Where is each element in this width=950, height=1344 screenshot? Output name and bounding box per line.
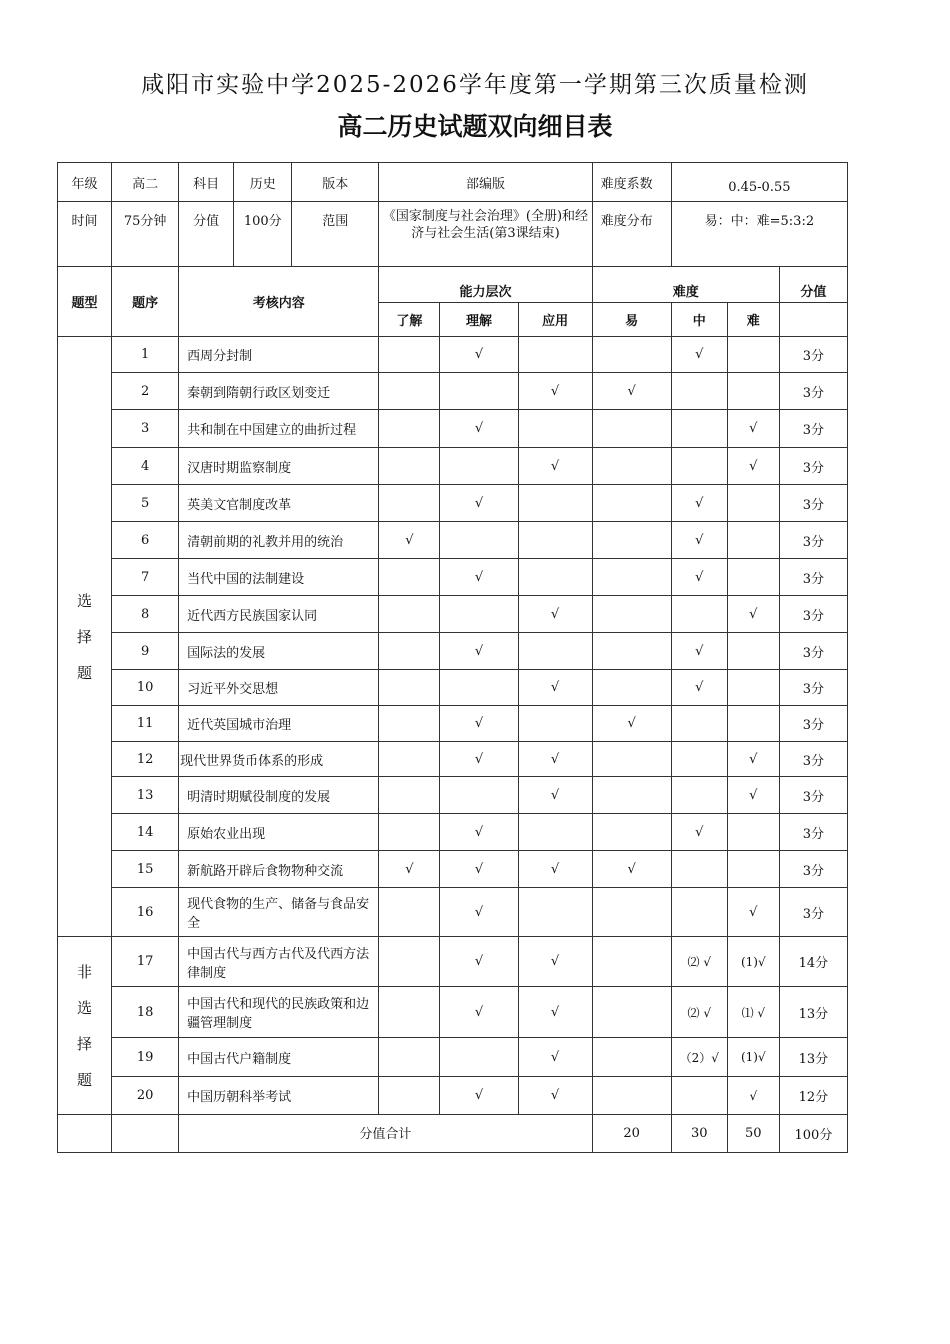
edition-value: 部编版 [379, 163, 592, 202]
scope-label: 范围 [292, 202, 379, 267]
check-a2: √ [440, 814, 518, 851]
section-choice [58, 337, 112, 937]
question-number: 12 [112, 742, 179, 777]
question-score: 3分 [779, 522, 847, 559]
check-a2: √ [440, 851, 518, 888]
header-d3: 难 [727, 303, 779, 337]
dist-label: 难度分布 [592, 202, 671, 267]
check-d2: √ [671, 633, 727, 670]
question-number: 10 [112, 670, 179, 706]
check-a3 [518, 410, 592, 448]
question-number: 11 [112, 706, 179, 742]
check-a2: √ [440, 633, 518, 670]
check-d2: ⑵ √ [671, 987, 727, 1038]
check-a1 [379, 937, 440, 987]
check-d3: (1)√ [727, 1038, 779, 1077]
question-content: 清朝前期的礼教并用的统治 [179, 522, 379, 559]
check-d3 [727, 851, 779, 888]
check-d1 [592, 987, 671, 1038]
question-content: 英美文官制度改革 [179, 485, 379, 522]
scope-value: 《国家制度与社会治理》(全册)和经济与社会生活(第3课结束) [379, 202, 592, 267]
check-d3 [727, 337, 779, 373]
check-a2: √ [440, 987, 518, 1038]
total-d1: 20 [592, 1115, 671, 1153]
question-score: 3分 [779, 373, 847, 410]
check-a1 [379, 742, 440, 777]
meta-row-2 [58, 202, 848, 267]
check-d3: √ [727, 1077, 779, 1115]
section-nonchoice [58, 937, 112, 1115]
check-d1 [592, 633, 671, 670]
subject-value: 历史 [234, 163, 292, 202]
total-d3: 50 [727, 1115, 779, 1153]
check-a2: √ [440, 742, 518, 777]
check-a2 [440, 1038, 518, 1077]
check-d1: √ [592, 706, 671, 742]
check-d1 [592, 814, 671, 851]
check-d1 [592, 1038, 671, 1077]
question-number: 9 [112, 633, 179, 670]
check-d2 [671, 706, 727, 742]
question-content: 习近平外交思想 [179, 670, 379, 706]
question-number: 4 [112, 448, 179, 485]
table-row [58, 670, 848, 706]
question-content: 现代世界货币体系的形成 [179, 742, 379, 777]
question-score: 3分 [779, 448, 847, 485]
check-d2: √ [671, 522, 727, 559]
question-content: 共和制在中国建立的曲折过程 [179, 410, 379, 448]
check-a1 [379, 888, 440, 937]
question-number: 5 [112, 485, 179, 522]
check-a2: √ [440, 937, 518, 987]
check-a1 [379, 777, 440, 814]
question-content: 中国历朝科举考试 [179, 1077, 379, 1115]
question-score: 3分 [779, 888, 847, 937]
check-a3: √ [518, 448, 592, 485]
check-d1 [592, 777, 671, 814]
question-score: 3分 [779, 633, 847, 670]
section-nonchoice-label: 非选择题 [77, 962, 93, 1089]
coef-label: 难度系数 [592, 163, 671, 202]
header-type: 题型 [58, 267, 112, 337]
check-a3: √ [518, 777, 592, 814]
question-number: 6 [112, 522, 179, 559]
question-score: 3分 [779, 596, 847, 633]
table-row [58, 1038, 848, 1077]
table-row [58, 851, 848, 888]
check-d3: √ [727, 448, 779, 485]
check-a2 [440, 373, 518, 410]
question-number: 8 [112, 596, 179, 633]
header-ability: 能力层次 [379, 267, 592, 303]
check-a1 [379, 706, 440, 742]
check-d3 [727, 373, 779, 410]
check-a2: √ [440, 485, 518, 522]
question-score: 3分 [779, 559, 847, 596]
check-d3 [727, 485, 779, 522]
question-content: 近代英国城市治理 [179, 706, 379, 742]
question-content: 西周分封制 [179, 337, 379, 373]
table-row [58, 814, 848, 851]
check-a2: √ [440, 1077, 518, 1115]
exam-title: 咸阳市实验中学2025-2026学年度第一学期第三次质量检测 [141, 72, 809, 98]
question-score: 14分 [779, 937, 847, 987]
check-a1 [379, 596, 440, 633]
check-d2 [671, 777, 727, 814]
question-content: 近代西方民族国家认同 [179, 596, 379, 633]
check-a2: √ [440, 410, 518, 448]
check-a3: √ [518, 1077, 592, 1115]
table-row [58, 987, 848, 1038]
check-d3: √ [727, 596, 779, 633]
total-blank-1 [58, 1115, 112, 1153]
question-score: 3分 [779, 337, 847, 373]
table-row [58, 777, 848, 814]
check-d1 [592, 559, 671, 596]
question-number: 3 [112, 410, 179, 448]
table-row [58, 937, 848, 987]
table-row [58, 888, 848, 937]
check-d3 [727, 706, 779, 742]
check-d2 [671, 448, 727, 485]
check-a2 [440, 448, 518, 485]
check-d1: √ [592, 851, 671, 888]
total-label: 分值合计 [179, 1115, 592, 1153]
check-a3 [518, 485, 592, 522]
header-a2: 理解 [440, 303, 518, 337]
grade-value: 高二 [112, 163, 179, 202]
check-a1 [379, 337, 440, 373]
check-d2: ⑵ √ [671, 937, 727, 987]
question-number: 7 [112, 559, 179, 596]
check-a2: √ [440, 888, 518, 937]
question-content: 中国古代户籍制度 [179, 1038, 379, 1077]
check-a2 [440, 596, 518, 633]
header-score-blank [779, 303, 847, 337]
check-d2 [671, 851, 727, 888]
check-d2: √ [671, 485, 727, 522]
check-a1 [379, 633, 440, 670]
check-a3: √ [518, 937, 592, 987]
check-a1 [379, 559, 440, 596]
check-d1 [592, 448, 671, 485]
check-d2: √ [671, 814, 727, 851]
time-value: 75分钟 [112, 202, 179, 267]
check-a2 [440, 670, 518, 706]
table-row [58, 373, 848, 410]
specification-table [57, 162, 848, 1153]
question-score: 3分 [779, 814, 847, 851]
header-a1: 了解 [379, 303, 440, 337]
check-d1 [592, 522, 671, 559]
question-score: 13分 [779, 987, 847, 1038]
check-d3 [727, 814, 779, 851]
check-a2: √ [440, 559, 518, 596]
header-d1: 易 [592, 303, 671, 337]
table-row [58, 522, 848, 559]
dist-value: 易：中：难=5:3:2 [671, 202, 847, 267]
check-d3 [727, 522, 779, 559]
question-score: 3分 [779, 410, 847, 448]
header-d2: 中 [671, 303, 727, 337]
question-number: 1 [112, 337, 179, 373]
check-d2 [671, 888, 727, 937]
question-number: 14 [112, 814, 179, 851]
score-value: 100分 [234, 202, 292, 267]
question-score: 12分 [779, 1077, 847, 1115]
check-d2: √ [671, 559, 727, 596]
section-choice-label: 选择题 [77, 591, 93, 682]
check-a1 [379, 670, 440, 706]
check-a1: √ [379, 522, 440, 559]
question-score: 13分 [779, 1038, 847, 1077]
table-row [58, 559, 848, 596]
table-row [58, 1077, 848, 1115]
check-d1 [592, 410, 671, 448]
check-d1: √ [592, 373, 671, 410]
header-score: 分值 [779, 267, 847, 303]
check-d1 [592, 888, 671, 937]
question-number: 2 [112, 373, 179, 410]
check-a1 [379, 410, 440, 448]
grade-label: 年级 [58, 163, 112, 202]
check-d2 [671, 742, 727, 777]
check-d3: √ [727, 742, 779, 777]
check-a1 [379, 373, 440, 410]
table-row [58, 337, 848, 373]
meta-row-1 [58, 163, 848, 202]
check-d2: （2）√ [671, 1038, 727, 1077]
check-a1 [379, 987, 440, 1038]
check-a3: √ [518, 851, 592, 888]
check-a3 [518, 337, 592, 373]
check-d3: ⑴ √ [727, 987, 779, 1038]
check-a3: √ [518, 670, 592, 706]
check-a2 [440, 522, 518, 559]
table-row [58, 485, 848, 522]
question-content: 明清时期赋役制度的发展 [179, 777, 379, 814]
check-d3: √ [727, 410, 779, 448]
total-blank-2 [112, 1115, 179, 1153]
check-a1 [379, 814, 440, 851]
question-number: 15 [112, 851, 179, 888]
question-score: 3分 [779, 742, 847, 777]
check-d2 [671, 373, 727, 410]
question-number: 16 [112, 888, 179, 937]
table-row [58, 596, 848, 633]
question-number: 13 [112, 777, 179, 814]
question-number: 19 [112, 1038, 179, 1077]
check-a1: √ [379, 851, 440, 888]
question-number: 20 [112, 1077, 179, 1115]
check-d1 [592, 1077, 671, 1115]
table-row [58, 448, 848, 485]
coef-value: 0.45-0.55 [671, 163, 847, 202]
subject-label: 科目 [179, 163, 234, 202]
check-a1 [379, 1077, 440, 1115]
time-label: 时间 [58, 202, 112, 267]
check-d2 [671, 410, 727, 448]
question-number: 18 [112, 987, 179, 1038]
header-content: 考核内容 [179, 267, 379, 337]
question-content: 秦朝到隋朝行政区划变迁 [179, 373, 379, 410]
question-content: 中国古代与西方古代及代西方法律制度 [179, 937, 379, 987]
check-a2: √ [440, 706, 518, 742]
header-difficulty: 难度 [592, 267, 779, 303]
question-content: 汉唐时期监察制度 [179, 448, 379, 485]
check-a3: √ [518, 1038, 592, 1077]
check-d2 [671, 596, 727, 633]
total-score: 100分 [779, 1115, 847, 1153]
check-d1 [592, 670, 671, 706]
table-row [58, 706, 848, 742]
table-row [58, 742, 848, 777]
check-d3 [727, 559, 779, 596]
check-a3 [518, 888, 592, 937]
question-content: 原始农业出现 [179, 814, 379, 851]
check-a3 [518, 814, 592, 851]
question-score: 3分 [779, 485, 847, 522]
check-d2: √ [671, 337, 727, 373]
check-d1 [592, 337, 671, 373]
check-d2: √ [671, 670, 727, 706]
total-d2: 30 [671, 1115, 727, 1153]
check-a3 [518, 633, 592, 670]
check-d1 [592, 937, 671, 987]
total-row [58, 1115, 848, 1153]
check-a1 [379, 485, 440, 522]
question-content: 现代食物的生产、储备与食品安全 [179, 888, 379, 937]
check-d2 [671, 1077, 727, 1115]
question-content: 中国古代和现代的民族政策和边疆管理制度 [179, 987, 379, 1038]
edition-label: 版本 [292, 163, 379, 202]
table-row [58, 633, 848, 670]
check-a3: √ [518, 373, 592, 410]
question-score: 3分 [779, 851, 847, 888]
check-d1 [592, 596, 671, 633]
table-title: 高二历史试题双向细目表 [337, 112, 613, 141]
question-content: 新航路开辟后食物物种交流 [179, 851, 379, 888]
check-d3: (1)√ [727, 937, 779, 987]
question-score: 3分 [779, 777, 847, 814]
question-score: 3分 [779, 670, 847, 706]
question-number: 17 [112, 937, 179, 987]
table-row [58, 410, 848, 448]
check-d3 [727, 633, 779, 670]
check-a3: √ [518, 596, 592, 633]
check-a1 [379, 448, 440, 485]
check-d1 [592, 485, 671, 522]
check-a2 [440, 777, 518, 814]
check-a3 [518, 559, 592, 596]
check-d3: √ [727, 777, 779, 814]
question-content: 当代中国的法制建设 [179, 559, 379, 596]
check-a3: √ [518, 987, 592, 1038]
check-a2: √ [440, 337, 518, 373]
header-row-1 [58, 267, 848, 303]
check-a1 [379, 1038, 440, 1077]
header-a3: 应用 [518, 303, 592, 337]
question-content: 国际法的发展 [179, 633, 379, 670]
check-a3: √ [518, 742, 592, 777]
question-score: 3分 [779, 706, 847, 742]
check-a3 [518, 706, 592, 742]
header-num: 题序 [112, 267, 179, 337]
check-d3 [727, 670, 779, 706]
check-d3: √ [727, 888, 779, 937]
check-d1 [592, 742, 671, 777]
score-label: 分值 [179, 202, 234, 267]
check-a3 [518, 522, 592, 559]
